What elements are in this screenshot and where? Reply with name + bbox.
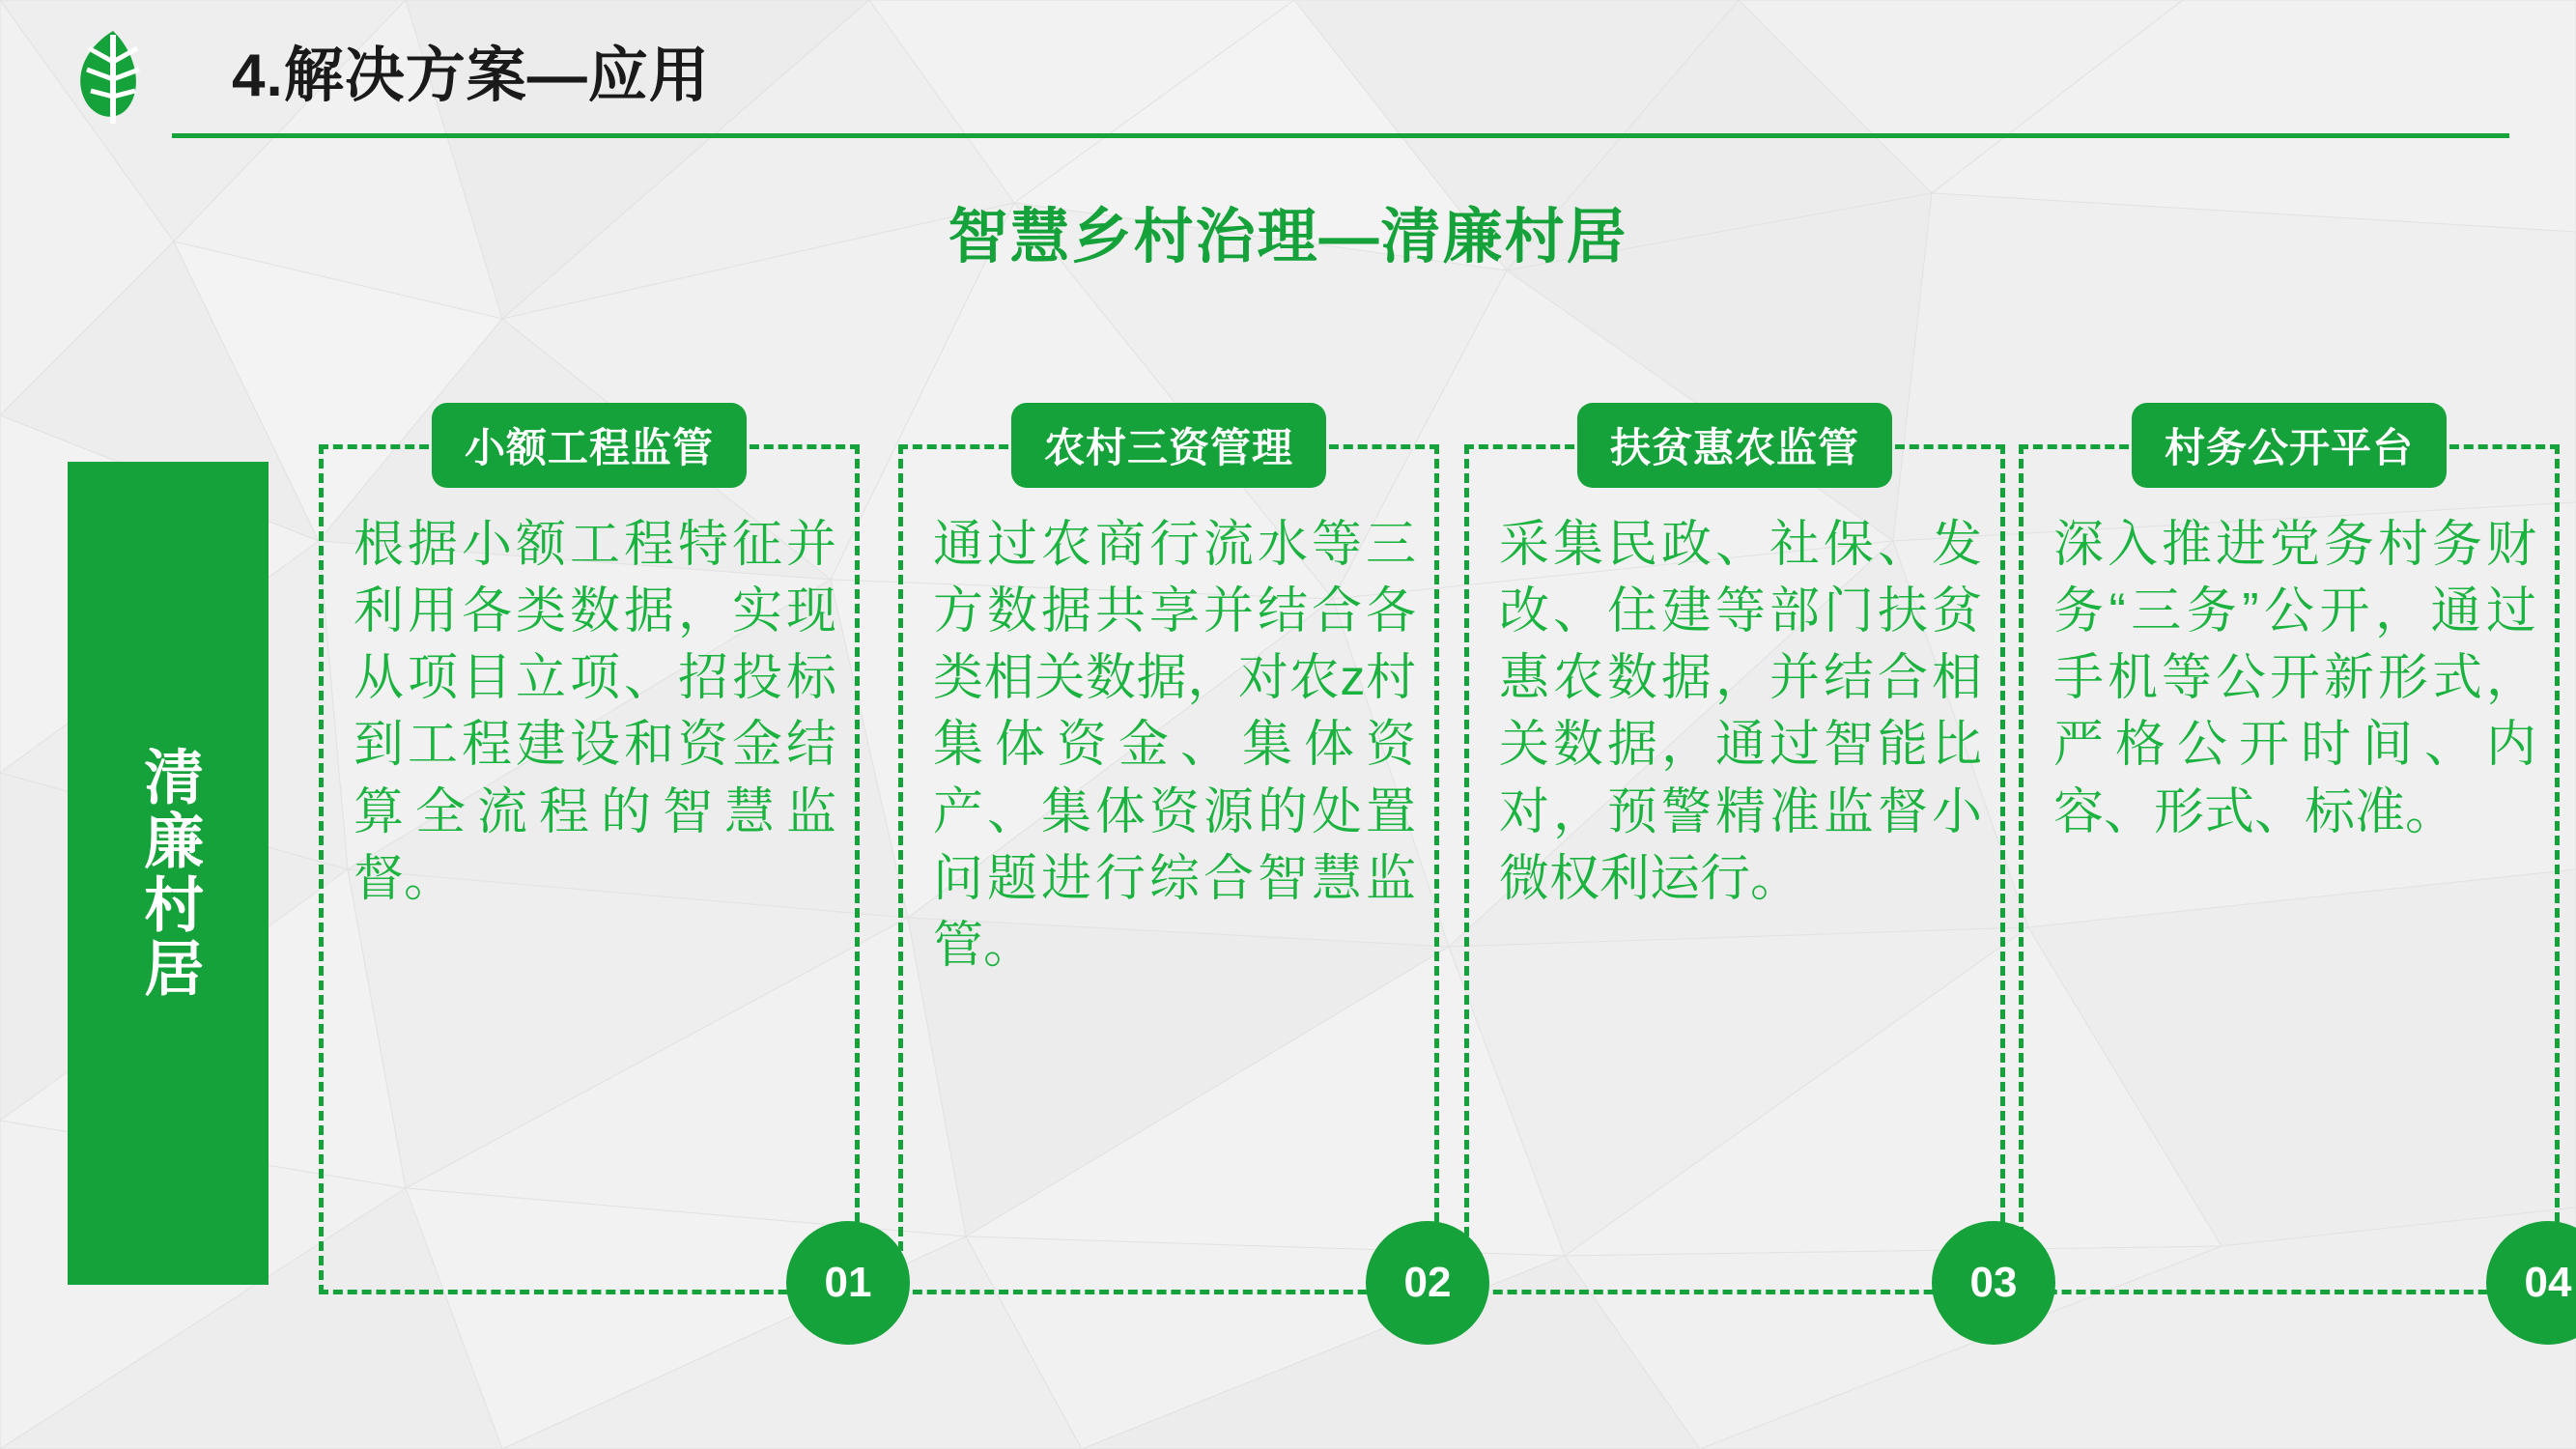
- main-title: 智慧乡村治理—清廉村居: [948, 204, 1628, 270]
- slide-header: [0, 0, 2576, 150]
- page-title: 4.解决方案—应用: [232, 43, 710, 109]
- card-number-badge: 03: [1932, 1221, 2055, 1345]
- card-body-text: 采集民政、社保、发改、住建等部门扶贫惠农数据，并结合相关数据，通过智能比对，预警精准监督小微权利运行。: [1499, 517, 1982, 907]
- card-column-1[interactable]: [319, 425, 872, 1306]
- card-number-badge: 01: [786, 1221, 910, 1345]
- card-number-badge: 04: [2486, 1221, 2576, 1345]
- card-column-3[interactable]: [1464, 425, 2018, 1306]
- card-column-2[interactable]: [898, 425, 1452, 1306]
- card-body-text: 通过农商行流水等三方数据共享并结合各类相关数据，对农z村集体资金、集体资产、集体资源的处置问题进行综合智慧监管。: [933, 517, 1416, 974]
- card-body-text: 深入推进党务村务财务“三务”公开，通过手机等公开新形式，严格公开时间、内容、形式、标准。: [2053, 517, 2536, 840]
- card-column-4[interactable]: [2019, 425, 2572, 1306]
- card-chip-label: 扶贫惠农监管: [1577, 403, 1892, 488]
- card-number-badge: 02: [1366, 1221, 1489, 1345]
- card-chip-label: 村务公开平台: [2132, 403, 2447, 488]
- leaf-icon: [60, 23, 166, 129]
- card-body-text: 根据小额工程特征并利用各类数据，实现从项目立项、招投标到工程建设和资金结算全流程的智慧监督。: [354, 517, 836, 907]
- header-divider: [172, 133, 2509, 138]
- card-chip-label: 农村三资管理: [1011, 403, 1326, 488]
- left-vertical-label: [68, 462, 269, 1285]
- card-chip-label: 小额工程监管: [432, 403, 747, 488]
- left-vertical-label-text: 清廉村居: [134, 746, 202, 1001]
